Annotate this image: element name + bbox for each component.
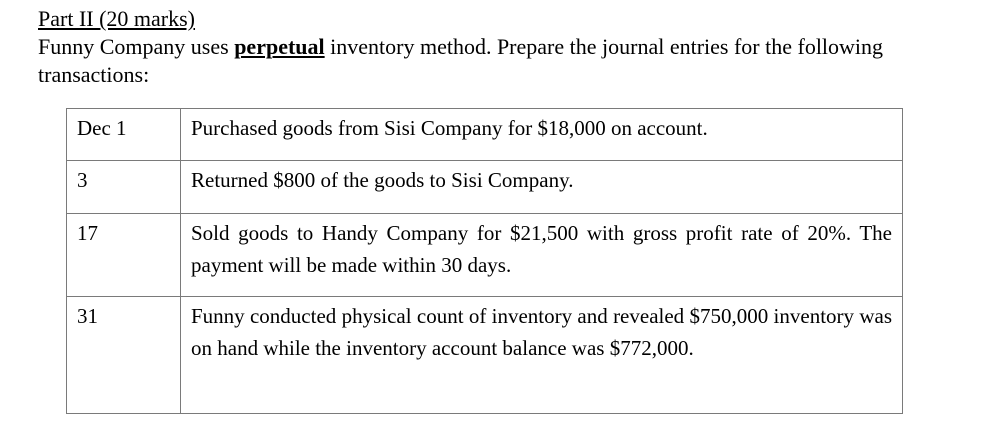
transaction-row [67,297,903,414]
section-heading: Part II (20 marks) [38,6,196,31]
instructions-text-start: Funny Company uses [38,34,235,59]
transaction-row [67,161,903,214]
transactions-table [66,108,903,414]
transaction-row [67,109,903,161]
transaction-row [67,214,903,297]
instructions-paragraph [38,33,938,89]
transaction-date: 3 [67,161,181,214]
transaction-description: Sold goods to Handy Company for $21,500 with gross profit rate of 20%. The payment will be made within 30 days. [181,214,903,297]
transaction-description: Returned $800 of the goods to Sisi Company. [181,161,903,214]
instructions-text-end: inventory method. Prepare the journal entries for the following transactions: [38,34,884,87]
transaction-date: 17 [67,214,181,297]
transaction-description: Funny conducted physical count of inventory and revealed $750,000 inventory was on hand while the inventory account balance was $772,000. [181,297,903,414]
instructions-emphasis: perpetual [234,34,325,59]
transaction-description: Purchased goods from Sisi Company for $18,000 on account. [181,109,903,161]
transaction-date: 31 [67,297,181,414]
transaction-date: Dec 1 [67,109,181,161]
